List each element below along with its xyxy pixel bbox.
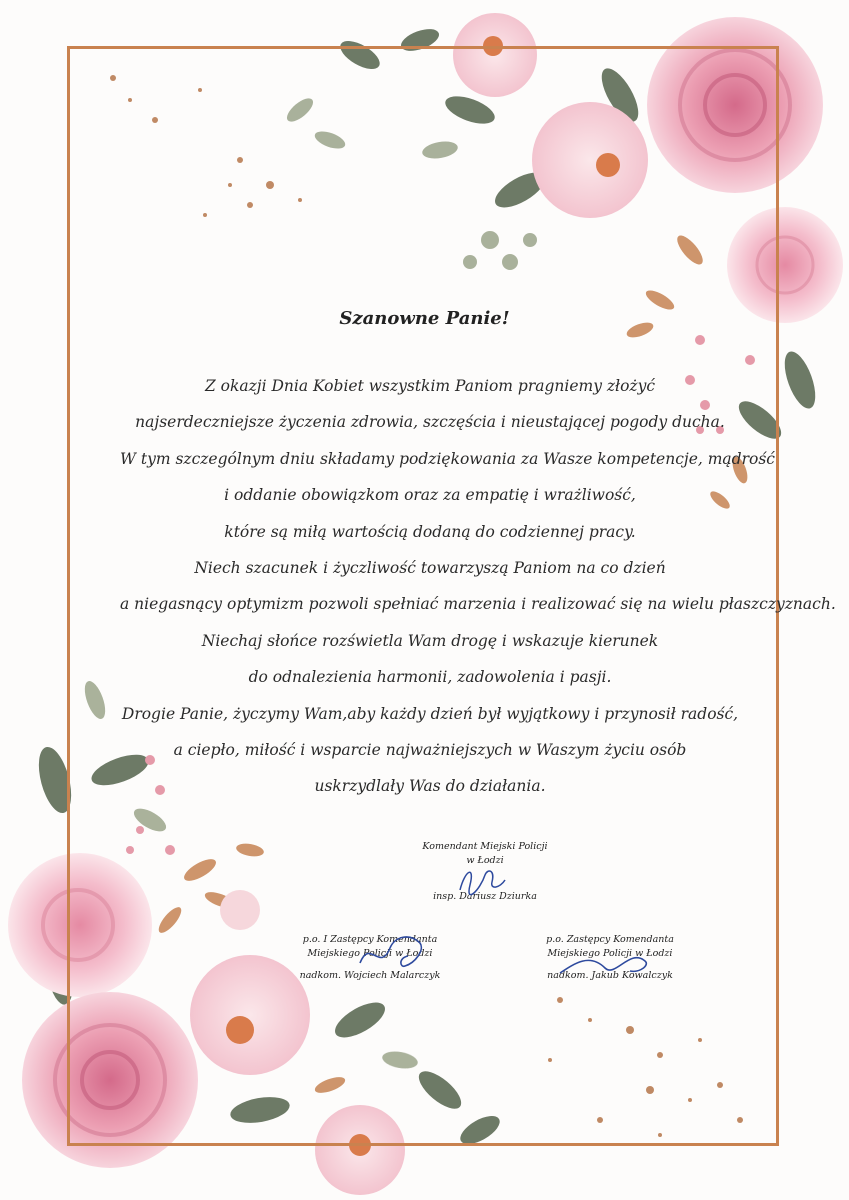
letter-line: a ciepło, miłość i wsparcie najważniejszych w Waszym życiu osób: [173, 740, 687, 759]
signature-main: [380, 840, 590, 904]
letter-line: W tym szczególnym dniu składamy podziękowania za Wasze kompetencje, mądrość: [120, 449, 775, 468]
letter-line: a niegasnący optymizm pozwoli spełniać marzenia i realizować się na wielu płaszczyznach.: [120, 595, 836, 614]
letter-line: Niechaj słońce rozświetla Wam drogę i wskazuje kierunek: [201, 631, 659, 650]
letter-line: które są miłą wartością dodaną do codziennej pracy.: [224, 522, 636, 541]
signature-right: [510, 933, 710, 983]
handwritten-signature: [550, 943, 660, 993]
signature-title: Miejskiego Policji w Łodzi: [547, 948, 673, 959]
letter-line: Z okazji Dnia Kobiet wszystkim Paniom pragniemy złożyć: [204, 377, 656, 395]
handwritten-signature: [350, 928, 440, 978]
signature-title: Komendant Miejski Policji: [422, 841, 548, 852]
signature-name: nadkom. Jakub Kowalczyk: [547, 970, 673, 981]
letter-line: i oddanie obowiązkom oraz za empatię i wrażliwość,: [224, 486, 636, 505]
signature-left: [270, 933, 470, 983]
letter-line: do odnalezienia harmonii, zadowolenia i pasji.: [248, 668, 612, 687]
signature-title: p.o. I Zastępcy Komendanta: [302, 934, 438, 945]
handwritten-signature: [440, 860, 520, 900]
letter-line: uskrzydlały Was do działania.: [314, 777, 546, 796]
signature-name: insp. Dariusz Dziurka: [433, 891, 537, 902]
signature-title: Miejskiego Policji w Łodzi: [307, 948, 433, 959]
signature-title: p.o. Zastępcy Komendanta: [546, 934, 674, 945]
signature-name: nadkom. Wojciech Malarczyk: [299, 970, 441, 981]
letter-line: Niech szacunek i życzliwość towarzyszą Paniom na co dzień: [194, 558, 666, 577]
letter-body: [120, 368, 836, 805]
salutation: Szanowne Panie!: [339, 308, 510, 329]
signature-title: w Łodzi: [466, 855, 504, 866]
letter-line: najserdeczniejsze życzenia zdrowia, szczęścia i nieustającej pogody ducha.: [135, 413, 725, 432]
letter-line: Drogie Panie, życzymy Wam,aby każdy dzień był wyjątkowy i przynosił radość,: [121, 704, 739, 723]
